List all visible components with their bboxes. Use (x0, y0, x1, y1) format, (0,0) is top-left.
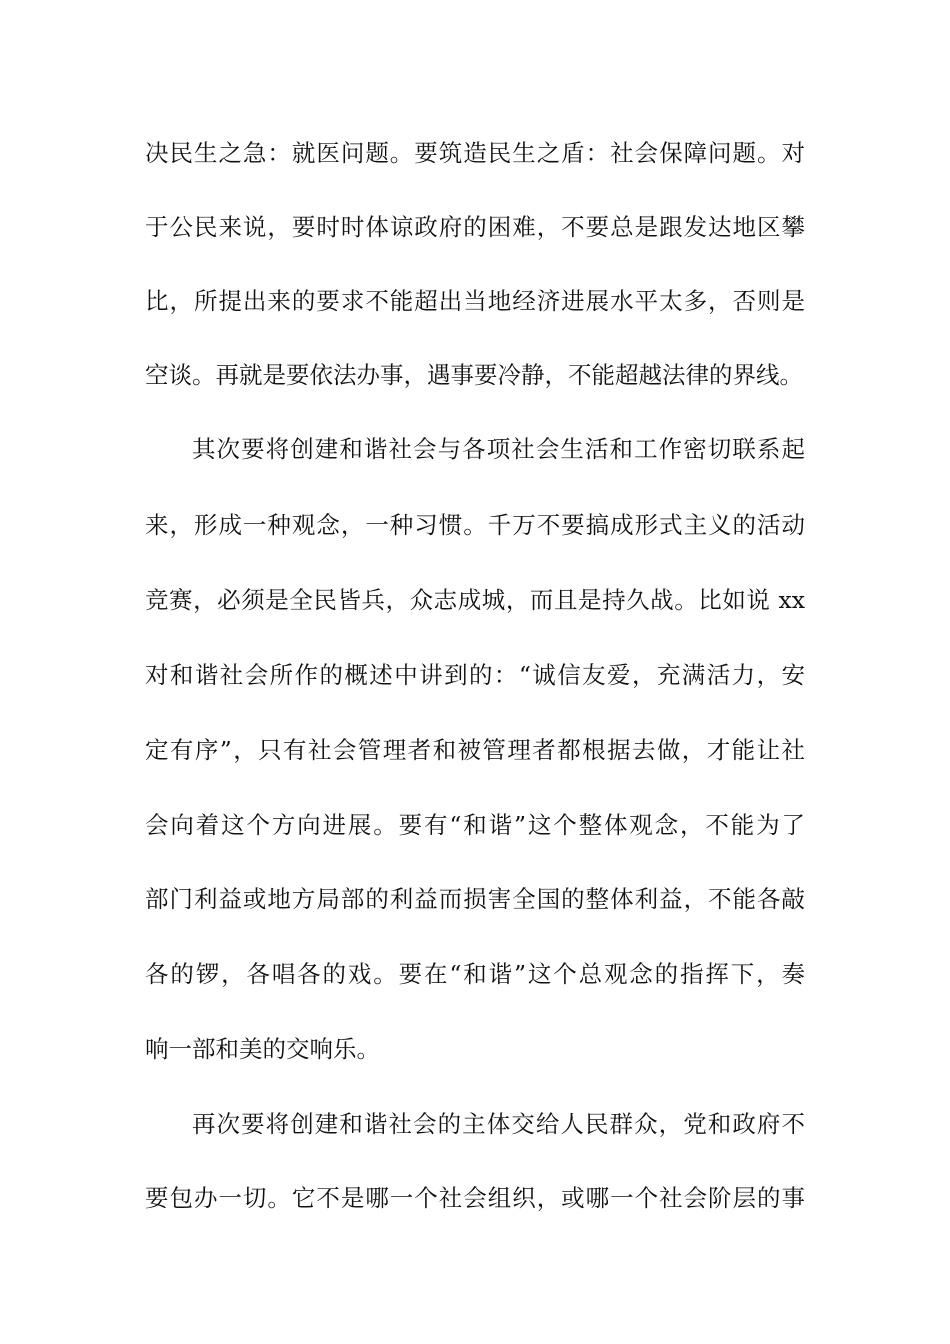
paragraph-first-line: 其次要将创建和谐社会与各项社会生活和工作密切联系起 (192, 435, 805, 463)
text-line: 定有序”，只有社会管理者和被管理者都根据去做，才能让社 (145, 736, 805, 764)
text-line: 对和谐社会所作的概述中讲到的：“诚信友爱，充满活力，安 (145, 661, 805, 689)
text-line: 于公民来说，要时时体谅政府的困难，不要总是跟发达地区攀 (145, 213, 805, 241)
text-line: 各的锣，各唱各的戏。要在“和谐”这个总观念的指挥下，奏 (145, 960, 805, 988)
text-line: 会向着这个方向进展。要有“和谐”这个整体观念，不能为了 (145, 811, 805, 839)
text-line: 来，形成一种观念，一种习惯。千万不要搞成形式主义的活动 (145, 511, 805, 539)
text-line: 部门利益或地方局部的利益而损害全国的整体利益，不能各敲 (145, 885, 805, 913)
text-line: 响一部和美的交响乐。 (145, 1035, 380, 1063)
text-line: 比，所提出来的要求不能超出当地经济进展水平太多，否则是 (145, 287, 805, 315)
paragraph-first-line: 再次要将创建和谐社会的主体交给人民群众，党和政府不 (192, 1110, 805, 1138)
text-line: 决民生之急：就医问题。要筑造民生之盾：社会保障问题。对 (145, 139, 805, 167)
text-line: 要包办一切。它不是哪一个社会组织，或哪一个社会阶层的事 (145, 1184, 805, 1212)
text-line: 空谈。再就是要依法办事，遇事要冷静，不能超越法律的界线。 (145, 361, 803, 389)
text-line: 竞赛，必须是全民皆兵，众志成城，而且是持久战。比如说 xx (145, 586, 805, 614)
